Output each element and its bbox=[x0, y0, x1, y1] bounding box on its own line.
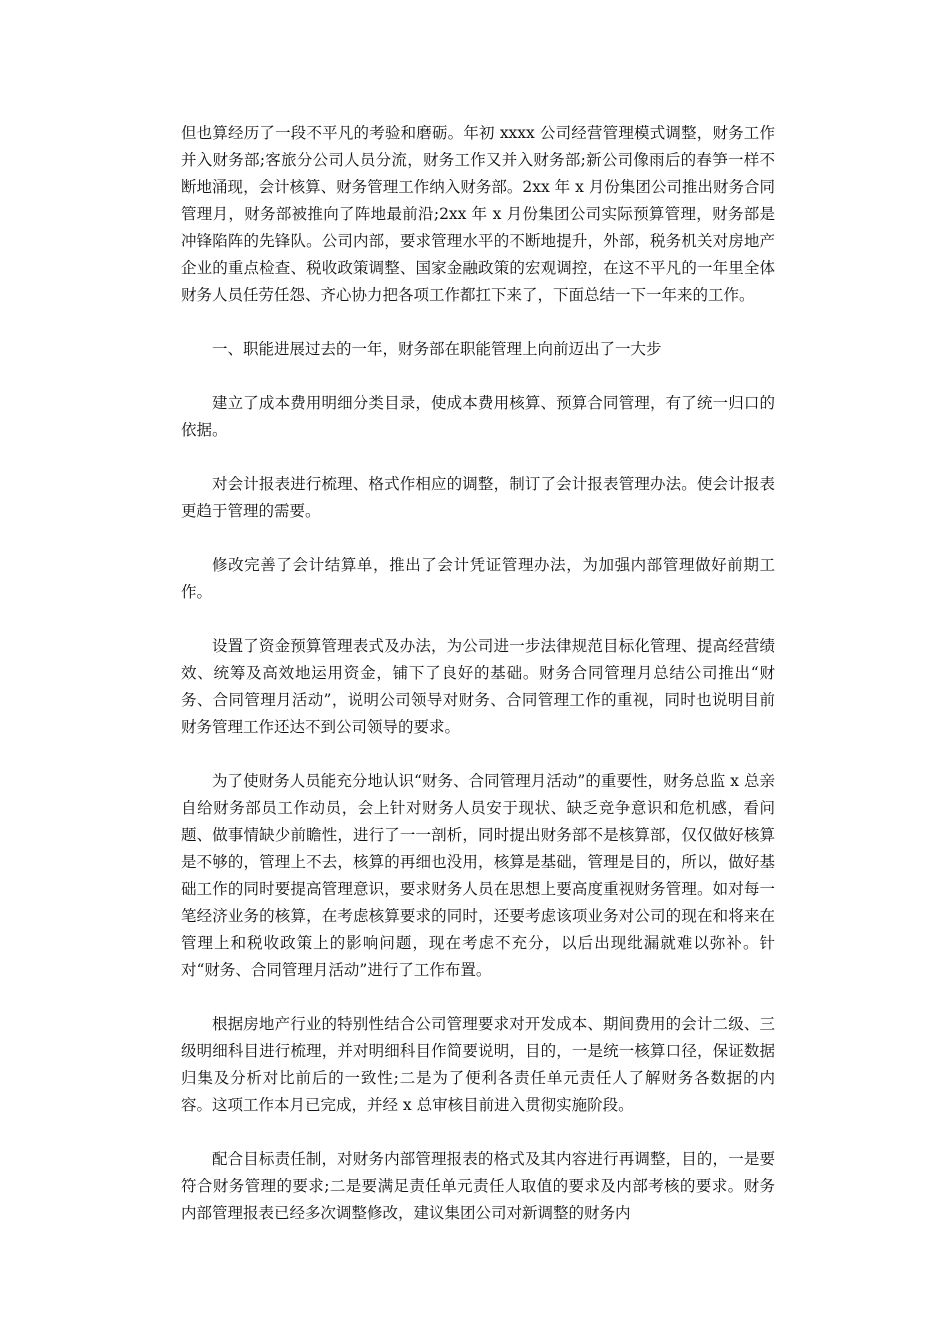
paragraph: 根据房地产行业的特别性结合公司管理要求对开发成本、期间费用的会计二级、三级明细科目进行梳理，并对明细科目作简要说明，目的，一是统一核算口径，保证数据归集及分析对比前后的一致性;二是为了便利各责任单元责任人了解财务各数据的内容。这项工作本月已完成，并经 x 总审核目前进入贯彻实施阶段。 bbox=[181, 1015, 775, 1114]
document-body bbox=[181, 120, 775, 1227]
paragraph: 建立了成本费用明细分类目录，使成本费用核算、预算合同管理，有了统一归口的依据。 bbox=[181, 394, 775, 439]
paragraph: 修改完善了会计结算单，推出了会计凭证管理办法，为加强内部管理做好前期工作。 bbox=[181, 556, 775, 601]
paragraph: 设置了资金预算管理表式及办法，为公司进一步法律规范目标化管理、提高经营绩效、统筹及高效地运用资金，铺下了良好的基础。财务合同管理月总结公司推出“财务、合同管理月活动”，说明公司领导对财务、合同管理工作的重视，同时也说明目前财务管理工作还达不到公司领导的要求。 bbox=[181, 637, 775, 736]
paragraph: 为了使财务人员能充分地认识“财务、合同管理月活动”的重要性，财务总监 x 总亲自给财务部员工作动员，会上针对财务人员安于现状、缺乏竞争意识和危机感，看问题、做事情缺少前瞻性，进行了一一剖析，同时提出财务部不是核算部，仅仅做好核算是不够的，管理上不去，核算的再细也没用，核算是基础，管理是目的，所以，做好基础工作的同时要提高管理意识，要求财务人员在思想上要高度重视财务管理。如对每一笔经济业务的核算，在考虑核算要求的同时，还要考虑该项业务对公司的现在和将来在管理上和税收政策上的影响问题，现在考虑不充分，以后出现纰漏就难以弥补。针对“财务、合同管理月活动”进行了工作布置。 bbox=[181, 772, 775, 979]
paragraph-intro: 但也算经历了一段不平凡的考验和磨砺。年初 xxxx 公司经营管理模式调整，财务工作并入财务部;客旅分公司人员分流，财务工作又并入财务部;新公司像雨后的春笋一样不断地涌现，会计核算、财务管理工作纳入财务部。2xx 年 x 月份集团公司推出财务合同管理月，财务部被推向了阵地最前沿;2xx 年 x 月份集团公司实际预算管理，财务部是冲锋陷阵的先锋队。公司内部，要求管理水平的不断地提升，外部，税务机关对房地产企业的重点检查、税收政策调整、国家金融政策的宏观调控，在这不平凡的一年里全体财务人员任劳任怨、齐心协力把各项工作都扛下来了，下面总结一下一年来的工作。 bbox=[181, 124, 775, 304]
section-heading: 一、职能进展过去的一年，财务部在职能管理上向前迈出了一大步 bbox=[212, 340, 662, 358]
paragraph: 配合目标责任制，对财务内部管理报表的格式及其内容进行再调整，目的，一是要符合财务管理的要求;二是要满足责任单元责任人取值的要求及内部考核的要求。财务内部管理报表已经多次调整修改，建议集团公司对新调整的财务内 bbox=[181, 1150, 775, 1222]
paragraph: 对会计报表进行梳理、格式作相应的调整，制订了会计报表管理办法。使会计报表更趋于管理的需要。 bbox=[181, 475, 775, 520]
